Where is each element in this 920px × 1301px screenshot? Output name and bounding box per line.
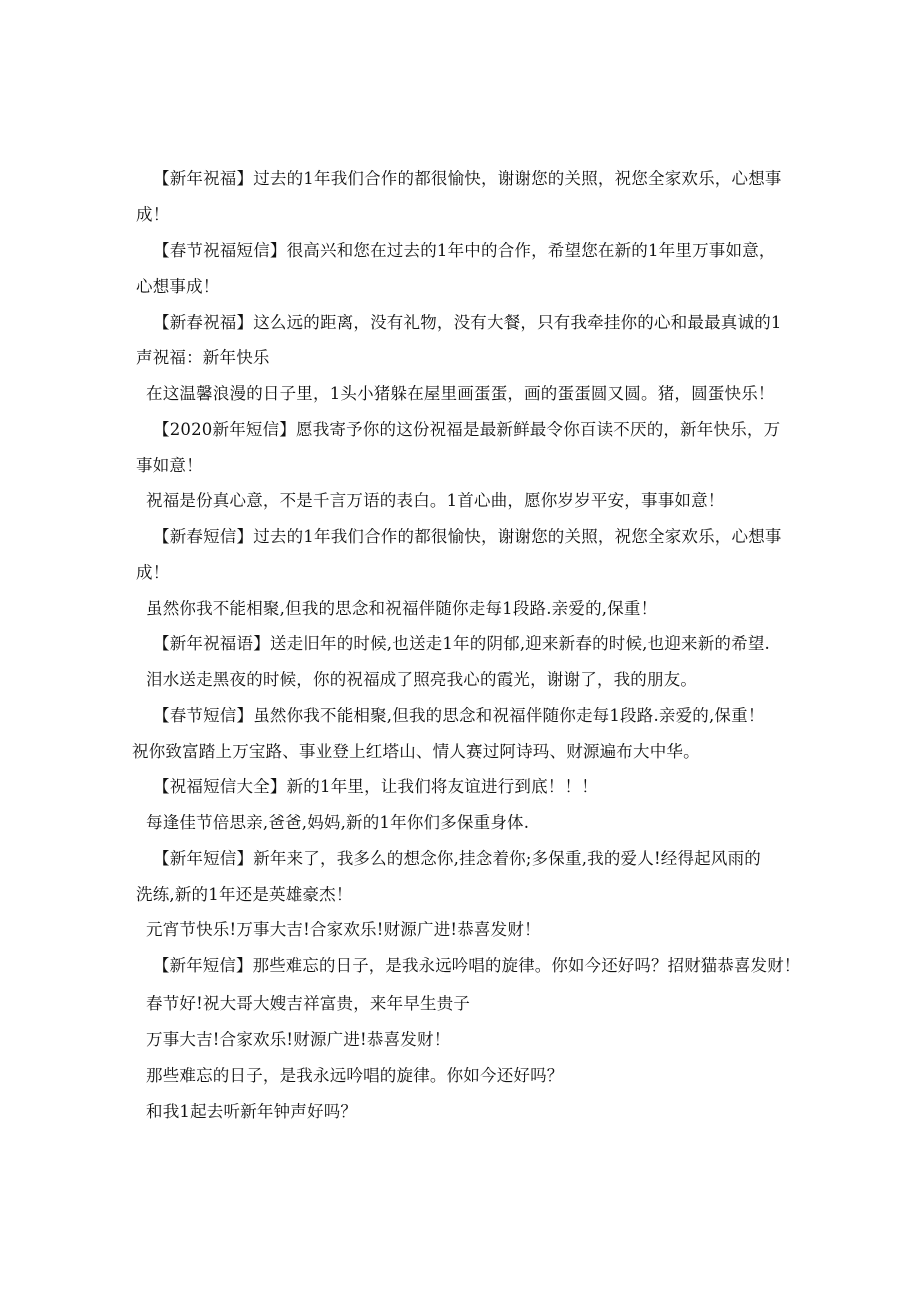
text-line: 【春节短信】虽然你我不能相聚,但我的思念和祝福伴随你走每1段路.亲爱的,保重！ (153, 706, 765, 725)
text-line: 每逢佳节倍思亲,爸爸,妈妈,新的1年你们多保重身体. (146, 813, 530, 832)
text-line: 【春节祝福短信】很高兴和您在过去的1年中的合作，希望您在新的1年里万事如意， (153, 241, 776, 260)
text-line: 泪水送走黑夜的时候，你的祝福成了照亮我心的霞光，谢谢了，我的朋友。 (146, 670, 698, 689)
text-line: 心想事成！ (136, 277, 220, 296)
text-line: 在这温馨浪漫的日子里，1头小猪躲在屋里画蛋蛋，画的蛋蛋圆又圆。猪，圆蛋快乐！ (146, 384, 775, 403)
text-line: 祝你致富踏上万宝路、事业登上红塔山、情人赛过阿诗玛、财源遍布大中华。 (132, 742, 700, 761)
text-line: 那些难忘的日子，是我永远吟唱的旋律。你如今还好吗？ (146, 1066, 564, 1085)
text-line: 春节好!祝大哥大嫂吉祥富贵，来年早生贵子 (146, 994, 471, 1013)
text-line: 【新年短信】那些难忘的日子，是我永远吟唱的旋律。你如今还好吗？招财猫恭喜发财！ (153, 956, 801, 975)
text-line: 祝福是份真心意，不是千言万语的表白。1首心曲，愿你岁岁平安，事事如意！ (146, 491, 725, 510)
text-line: 【祝福短信大全】新的1年里，让我们将友谊进行到底！！！ (153, 777, 598, 796)
text-line: 成！ (136, 563, 170, 582)
text-line: 【新春祝福】这么远的距离，没有礼物，没有大餐，只有我牵挂你的心和最最真诚的1 (153, 313, 782, 332)
text-line: 元宵节快乐!万事大吉!合家欢乐!财源广进!恭喜发财！ (146, 920, 541, 939)
text-line: 洗练,新的1年还是英雄豪杰！ (136, 885, 353, 904)
text-line: 事如意！ (136, 456, 203, 475)
text-line: 虽然你我不能相聚,但我的思念和祝福伴随你走每1段路.亲爱的,保重！ (146, 599, 658, 618)
text-line: 成！ (136, 205, 170, 224)
text-line: 【新年祝福语】送走旧年的时候,也送走1年的阴郁,迎来新春的时候,也迎来新的希望. (153, 634, 770, 653)
text-line: 【2020新年短信】愿我寄予你的这份祝福是最新鲜最令你百读不厌的，新年快乐，万 (153, 420, 781, 439)
text-line: 声祝福：新年快乐 (136, 348, 270, 367)
text-line: 【新春短信】过去的1年我们合作的都很愉快，谢谢您的关照，祝您全家欢乐，心想事 (153, 527, 782, 546)
text-line: 和我1起去听新年钟声好吗？ (146, 1102, 358, 1121)
text-line: 【新年祝福】过去的1年我们合作的都很愉快，谢谢您的关照，祝您全家欢乐，心想事 (153, 169, 782, 188)
text-line: 【新年短信】新年来了，我多么的想念你,挂念着你;多保重,我的爱人!经得起风雨的 (153, 849, 761, 868)
text-line: 万事大吉!合家欢乐!财源广进!恭喜发财！ (146, 1030, 451, 1049)
